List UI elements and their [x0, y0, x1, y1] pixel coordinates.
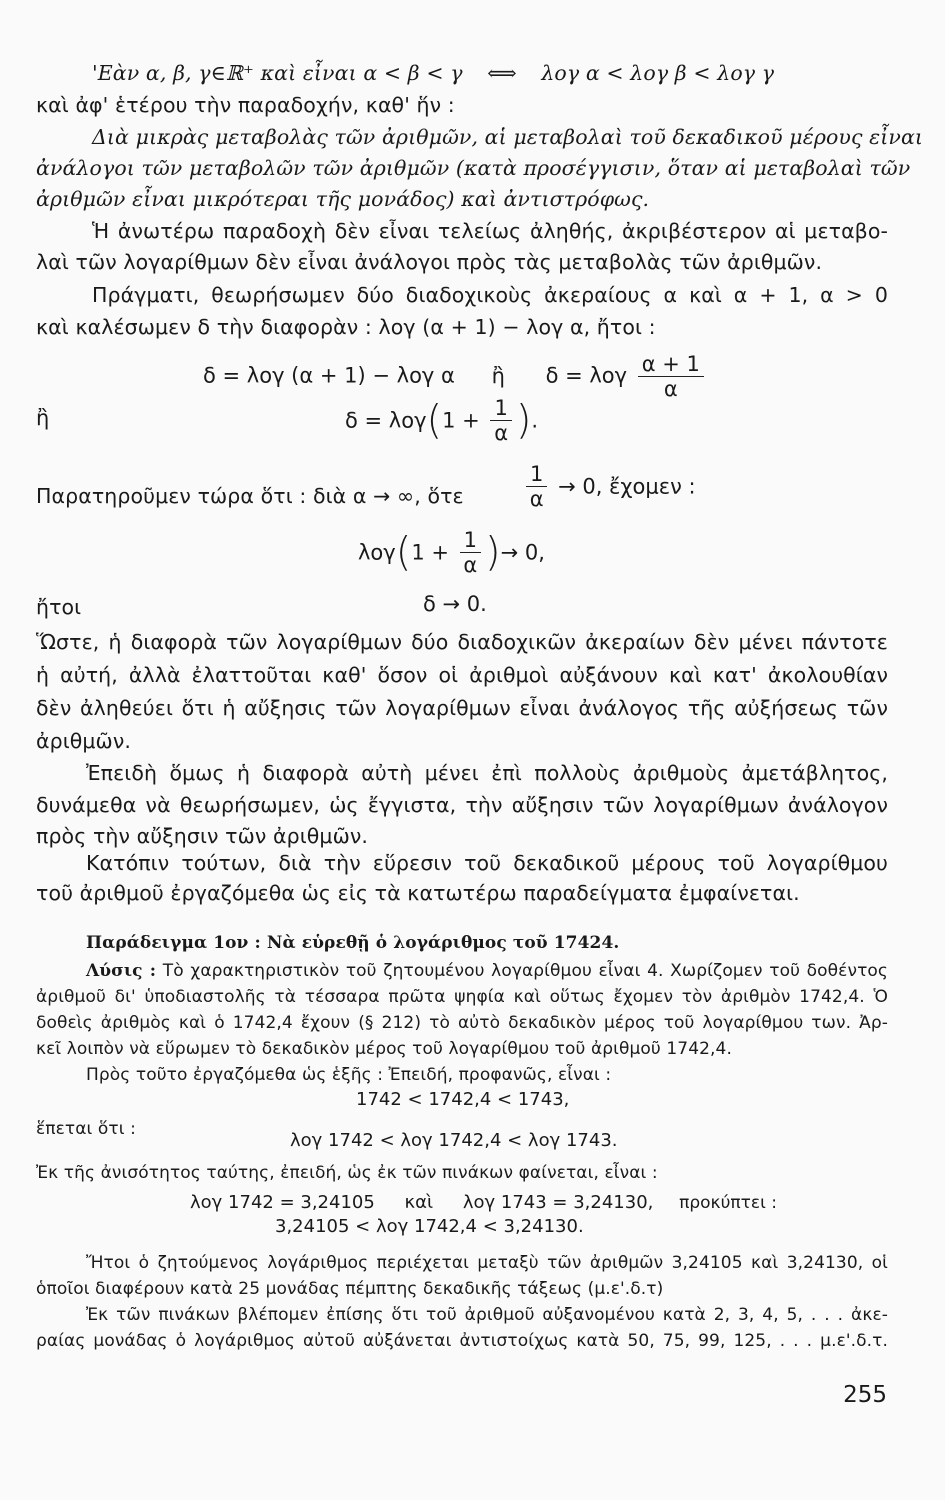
eq1-left: δ = λογ (α + 1) − λογ α — [203, 363, 455, 388]
intro-line-2: καὶ ἀφ' ἑτέρου τὴν παραδοχήν, καθ' ἥν : — [36, 93, 455, 117]
intro-line-1 — [92, 60, 944, 86]
para3-line-2: καὶ καλέσωμεν δ τὴν διαφορὰν : λογ (α + 1) − λογ α, ἤτοι : — [36, 315, 656, 339]
para3-line-1: Πράγματι, θεωρήσωμεν δύο διαδοχικοὺς ἀκεραίους α καὶ α + 1, α > 0 — [92, 283, 888, 307]
equation-1 — [203, 352, 708, 401]
italic-line-2: ἀνάλογοι τῶν μεταβολῶν τῶν ἀριθμῶν (κατὰ προσέγγισιν, ὅταν αἱ μεταβολαὶ τῶν — [36, 156, 911, 180]
eq1-numerator: α + 1 — [638, 352, 704, 377]
example-p-line-2: ὁποῖοι διαφέρουν κατὰ 25 μονάδας πέμπτης δεκαδικῆς τάξεως (μ.ε'.δ.τ) — [36, 1279, 664, 1299]
equivalence-arrow: ⟺ — [487, 61, 517, 85]
equation-4: δ → 0. — [423, 592, 487, 616]
para4-line-3: δὲν ἀληθεύει ὅτι ἡ αὔξησις τῶν λογαρίθμων εἶναι ἀνάλογος τῆς αὐξήσεως τῶν — [36, 696, 888, 720]
observe-tail: → 0, ἔχομεν : — [558, 474, 696, 499]
example-from: Ἐκ τῆς ἀνισότητος ταύτης, ἐπειδή, ὡς ἐκ τῶν πινάκων φαίνεται, εἶναι : — [36, 1163, 658, 1183]
log-values-line: λογ 1742 = 3,24105 καὶ λογ 1743 = 3,24130, προκύπτει : — [190, 1192, 777, 1213]
example-p-line-3: Ἐκ τῶν πινάκων βλέπομεν ἐπίσης ὅτι τοῦ ἀριθμοῦ αὐξανομένου κατὰ 2, 3, 4, 5, . . . ἀκε- — [86, 1305, 888, 1325]
follows-label: ἕπεται ὅτι : — [36, 1119, 136, 1139]
observe-fraction: $\frac{1}{\alpha}$ — [526, 462, 547, 511]
para5-line-3: πρὸς τὴν αὔξησιν τῶν ἀριθμῶν. — [36, 824, 369, 848]
itoi-label: ἤτοι — [36, 595, 82, 619]
eq1-or: ἢ — [491, 363, 505, 388]
inequality-3: 3,24105 < λογ 1742,4 < 3,24130. — [275, 1216, 584, 1237]
eq2-one: 1 + — [442, 408, 480, 433]
equation-2-or: ἢ — [36, 406, 50, 430]
para4-line-2: ἡ αὐτή, ἀλλὰ ἐλαττοῦται καθ' ὅσον οἱ ἀριθμοὶ αὐξάνουν καὶ κατ' ἀκολουθίαν — [36, 663, 888, 687]
para5-line-1: Ἐπειδὴ ὅμως ἡ διαφορὰ αὐτὴ μένει ἐπὶ πολλοὺς ἀριθμοὺς ἀμετάβλητος, — [86, 761, 888, 785]
example-line-1: Λύσις : Τὸ χαρακτηριστικὸν τοῦ ζητουμένου λογαρίθμου εἶναι 4. Χωρίζομεν τοῦ δοθέντος — [86, 961, 888, 981]
observe-fraction-group — [522, 462, 696, 511]
observe-line: Παρατηροῦμεν τώρα ὅτι : διὰ α → ∞, ὅτε — [36, 484, 464, 508]
eq1-fraction — [638, 352, 704, 401]
example-line-4: κεῖ λοιπὸν νὰ εὕρωμεν τὸ δεκαδικὸν μέρος τοῦ λογαρίθμου τοῦ ἀριθμοῦ 1742,4. — [36, 1039, 732, 1059]
equation-2: δ = λογ(1 + $\frac{1}{\alpha}$ ). — [345, 396, 539, 445]
example-p-line-1: Ἤτοι ὁ ζητούμενος λογάριθμος περιέχεται μεταξὺ τῶν ἀριθμῶν 3,24105 καὶ 3,24130, οἱ — [86, 1253, 888, 1273]
para5-line-2: δυνάμεθα νὰ θεωρήσωμεν, ὡς ἔγγιστα, τὴν αὔξησιν τῶν λογαρίθμων ἀνάλογον — [36, 793, 888, 817]
eq2-pre: δ = λογ — [345, 408, 427, 433]
example-line-2: ἀριθμοῦ δι' ὑποδιαστολῆς τὰ τέσσαρα πρῶτα ψηφία καὶ οὕτως ἔχομεν τὸν ἀριθμὸν 1742,4. Ὁ — [36, 987, 888, 1007]
eq2-fraction: $\frac{1}{\alpha}$ — [490, 396, 511, 445]
example-line-3: δοθεὶς ἀριθμὸς καὶ ὁ 1742,4 ἔχουν (§ 212) τὸ αὐτὸ δεκαδικὸν μέρος τοῦ λογαρίθμου των. Ἀρ- — [36, 1013, 888, 1033]
page-number: 255 — [843, 1382, 887, 1408]
para4-line-4: ἀριθμῶν. — [36, 729, 131, 753]
italic-line-1: Διὰ μικρὰς μεταβολὰς τῶν ἀριθμῶν, αἱ μεταβολαὶ τοῦ δεκαδικοῦ μέρους εἶναι — [92, 125, 924, 149]
example-p-line-4: ραίας μονάδας ὁ λογάριθμος αὐτοῦ αὐξάνεται ἀντιστοίχως κατὰ 50, 75, 99, 125, . . . μ.ε'.δ.τ. — [36, 1331, 888, 1351]
intro-log-inequality: λογ α < λογ β < λογ γ — [541, 61, 775, 85]
para2-line-2: λαὶ τῶν λογαρίθμων δὲν εἶναι ἀνάλογοι πρὸς τὰς μεταβολὰς τῶν ἀριθμῶν. — [36, 250, 823, 274]
solution-label: Λύσις : — [86, 961, 157, 981]
eq1-right: δ = λογ — [545, 363, 628, 388]
italic-line-3: ἀριθμῶν εἶναι μικρότεραι τῆς μονάδος) καὶ ἀντιστρόφως. — [36, 187, 650, 211]
equation-3: λογ(1 + $\frac{1}{\alpha}$ )→ 0, — [358, 528, 545, 577]
example-title: Παράδειγμα 1ον : Νὰ εὑρεθῇ ὁ λογάριθμος τοῦ 17424. — [86, 933, 620, 953]
eq3-fraction: $\frac{1}{\alpha}$ — [460, 528, 481, 577]
para4-line-1: Ὥστε, ἡ διαφορὰ τῶν λογαρίθμων δύο διαδοχικῶν ἀκεραίων δὲν μένει πάντοτε — [36, 630, 888, 654]
para6-line-1: Κατόπιν τούτων, διὰ τὴν εὕρεσιν τοῦ δεκαδικοῦ μέρους τοῦ λογαρίθμου — [86, 851, 888, 875]
para6-line-2: τοῦ ἀριθμοῦ ἐργαζόμεθα ὡς εἰς τὰ κατωτέρω παραδείγματα ἐμφαίνεται. — [36, 881, 800, 905]
eq1-denominator: α — [663, 377, 678, 401]
example-work: Πρὸς τοῦτο ἐργαζόμεθα ὡς ἑξῆς : Ἐπειδή, προφανῶς, εἶναι : — [86, 1065, 612, 1085]
intro-condition: 'Εὰν α, β, γ∈ℝ⁺ καὶ εἶναι α < β < γ — [92, 61, 463, 85]
inequality-2: λογ 1742 < λογ 1742,4 < λογ 1743. — [290, 1130, 618, 1151]
inequality-1: 1742 < 1742,4 < 1743, — [356, 1089, 570, 1110]
para2-line-1: Ἡ ἀνωτέρω παραδοχὴ δὲν εἶναι τελείως ἀληθής, ἀκριβέστερον αἱ μεταβο- — [92, 219, 888, 243]
